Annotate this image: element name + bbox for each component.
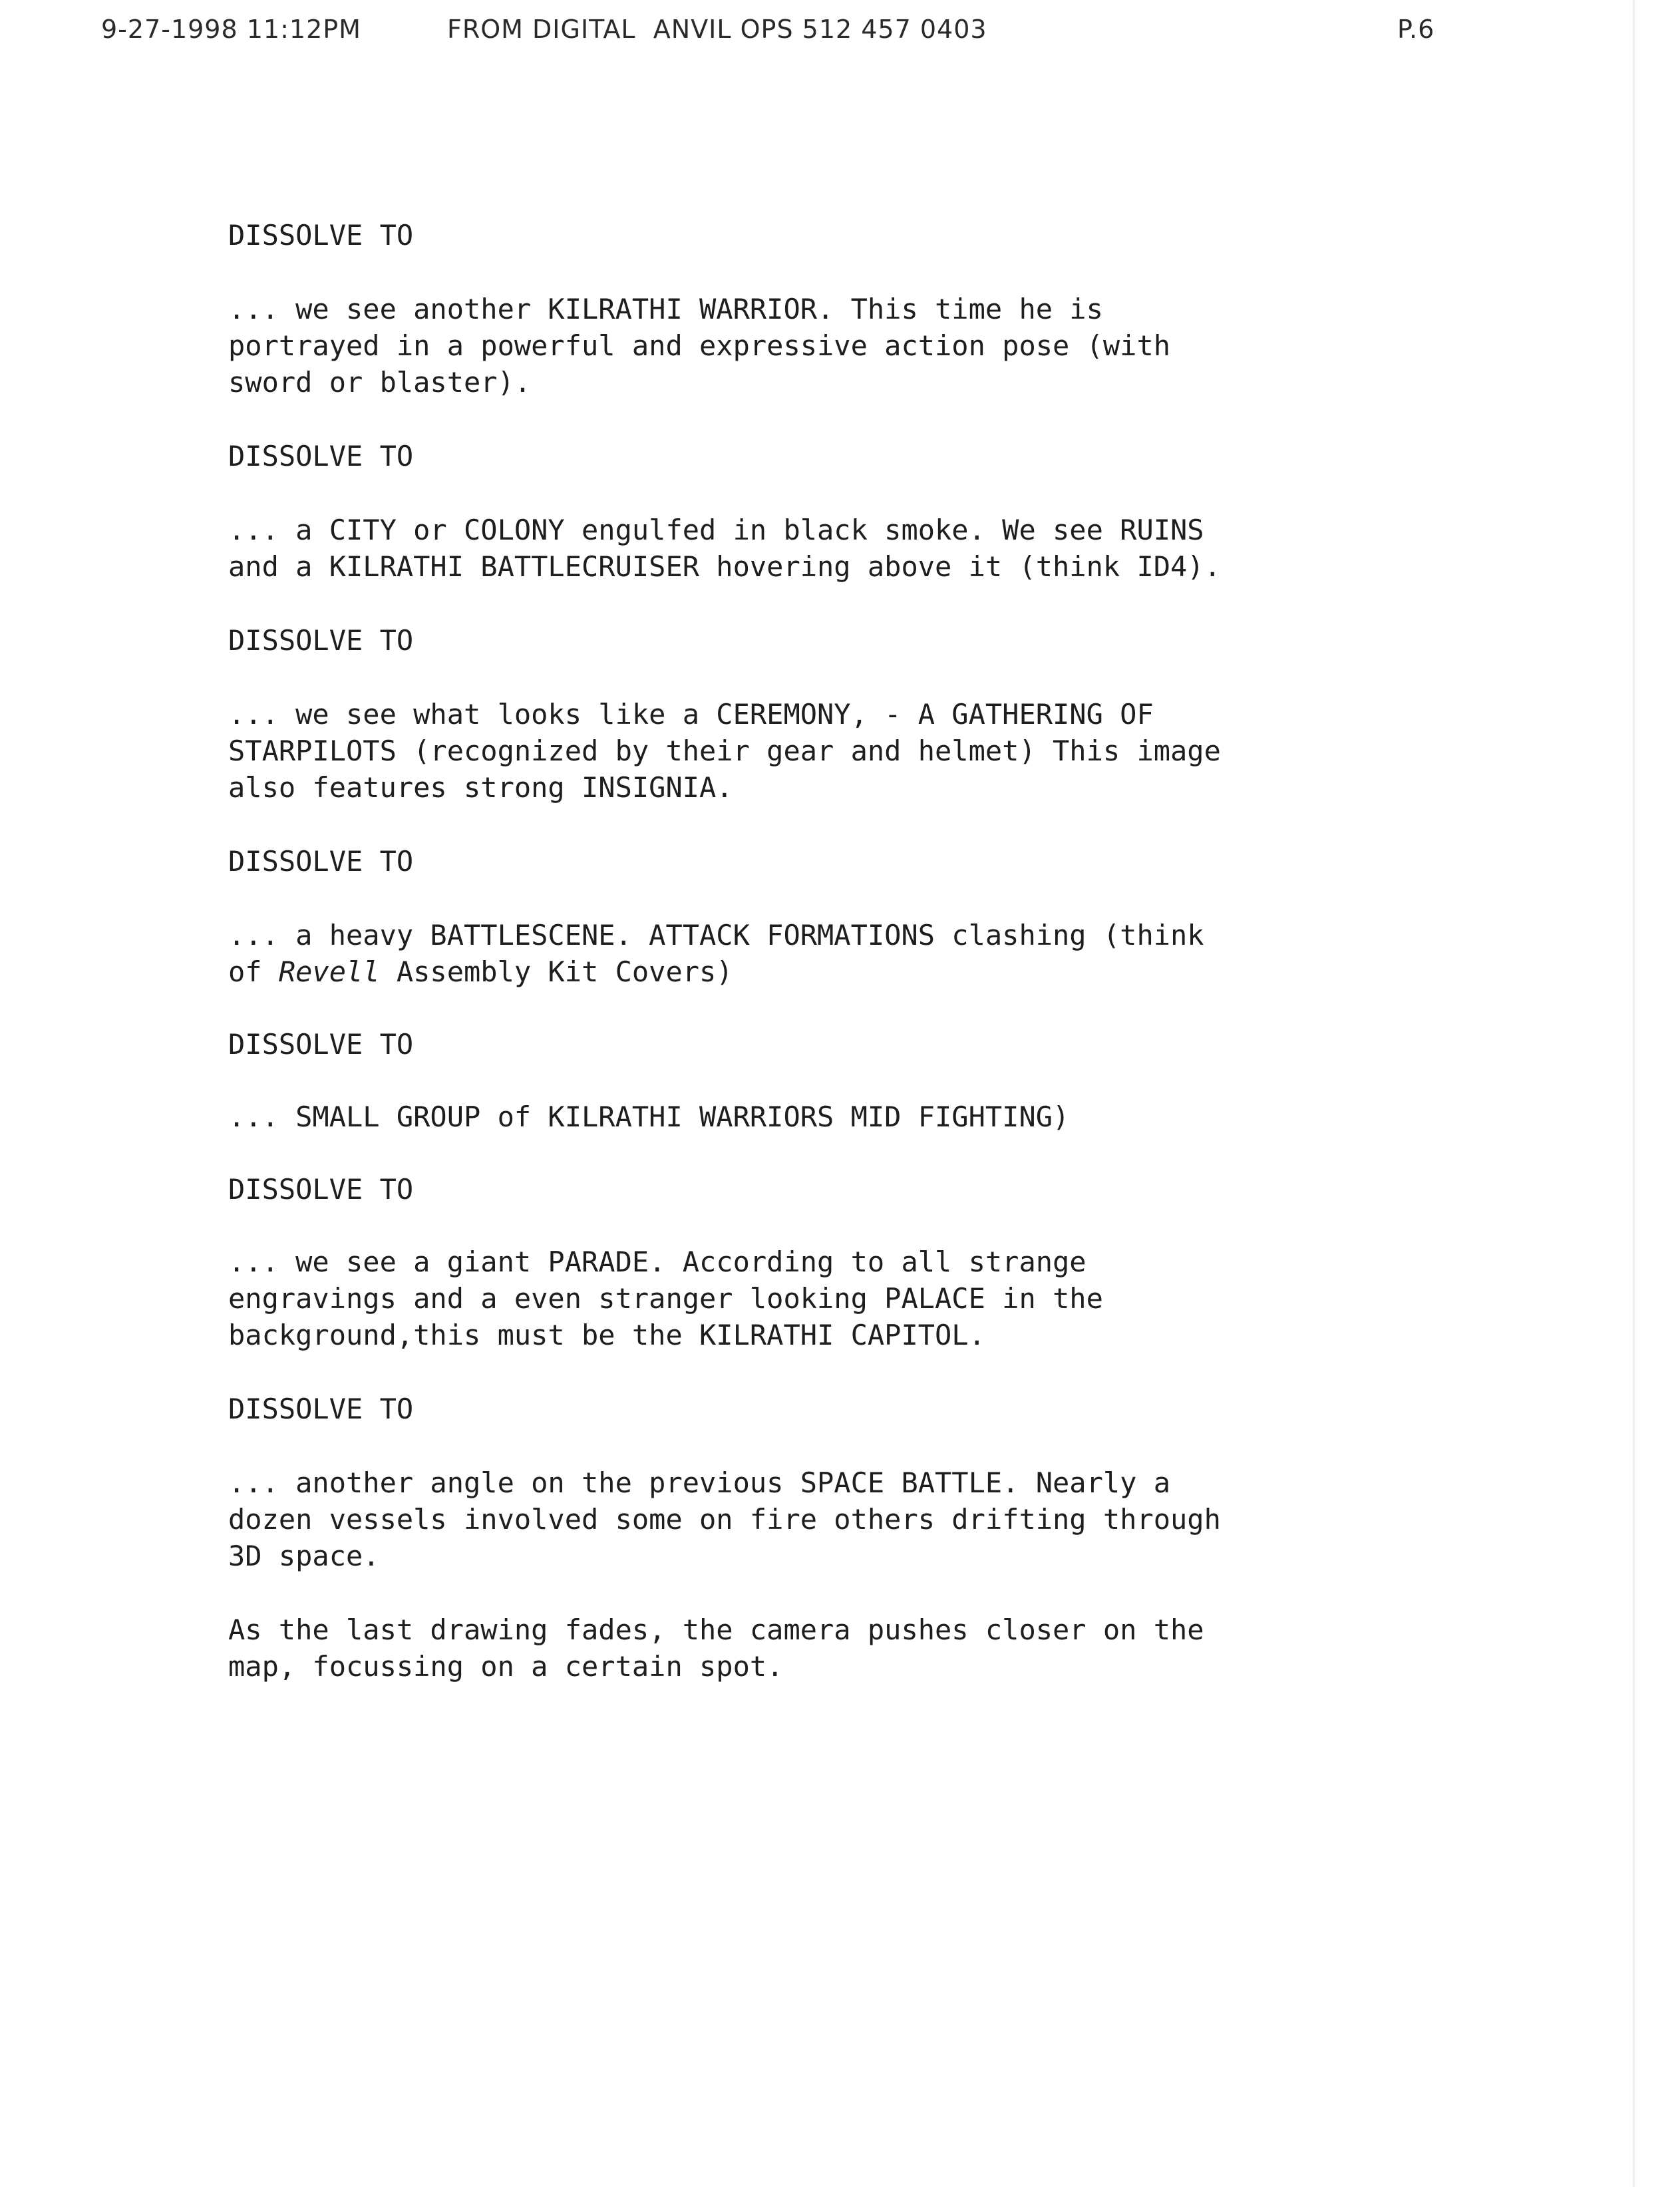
scene-city-colony: ... a CITY or COLONY engulfed in black smoke. We see RUINS and a KILRATHI BATTLECRUISER hovering above it (think ID4). bbox=[228, 514, 1221, 583]
battlescene-text-start: ... a heavy BATTLESCENE. ATTACK FORMATIONS clashing (think of bbox=[228, 919, 1204, 988]
scene-small-group: ... SMALL GROUP of KILRATHI WARRIORS MID FIGHTING) bbox=[228, 1100, 1070, 1133]
scene-battlescene bbox=[228, 917, 1592, 990]
scan-edge-line bbox=[1633, 0, 1635, 2187]
fax-datetime: 9-27-1998 11:12PM bbox=[101, 15, 361, 44]
transition-dissolve: DISSOLVE TO bbox=[228, 845, 414, 878]
transition-dissolve: DISSOLVE TO bbox=[228, 1393, 414, 1425]
transition-dissolve: DISSOLVE TO bbox=[228, 624, 414, 657]
transition-dissolve: DISSOLVE TO bbox=[228, 219, 414, 252]
fax-sender-line: FROM DIGITAL ANVIL OPS 512 457 0403 bbox=[447, 15, 987, 44]
page-number: P.6 bbox=[1397, 15, 1435, 44]
script-body bbox=[228, 217, 1592, 1685]
scene-camera-push: As the last drawing fades, the camera pushes closer on the map, focussing on a certain spot. bbox=[228, 1613, 1204, 1683]
scene-kilrathi-warrior: ... we see another KILRATHI WARRIOR. This time he is portrayed in a powerful and expressive action pose (with sword or blaster). bbox=[228, 293, 1171, 399]
revell-italic: Revell bbox=[278, 955, 380, 988]
fax-header bbox=[0, 15, 1680, 55]
battlescene-text-end: Assembly Kit Covers) bbox=[379, 955, 733, 988]
transition-dissolve: DISSOLVE TO bbox=[228, 1028, 414, 1061]
transition-dissolve: DISSOLVE TO bbox=[228, 440, 414, 472]
scene-space-battle: ... another angle on the previous SPACE BATTLE. Nearly a dozen vessels involved some on fire others drifting through 3D space. bbox=[228, 1466, 1221, 1572]
transition-dissolve: DISSOLVE TO bbox=[228, 1173, 414, 1206]
scene-parade: ... we see a giant PARADE. According to all strange engravings and a even stranger looking PALACE in the background,this must be the KILRATHI CAPITOL. bbox=[228, 1246, 1103, 1351]
scene-ceremony: ... we see what looks like a CEREMONY, - A GATHERING OF STARPILOTS (recognized by their gear and helmet) This image also features strong INSIGNIA. bbox=[228, 698, 1221, 804]
